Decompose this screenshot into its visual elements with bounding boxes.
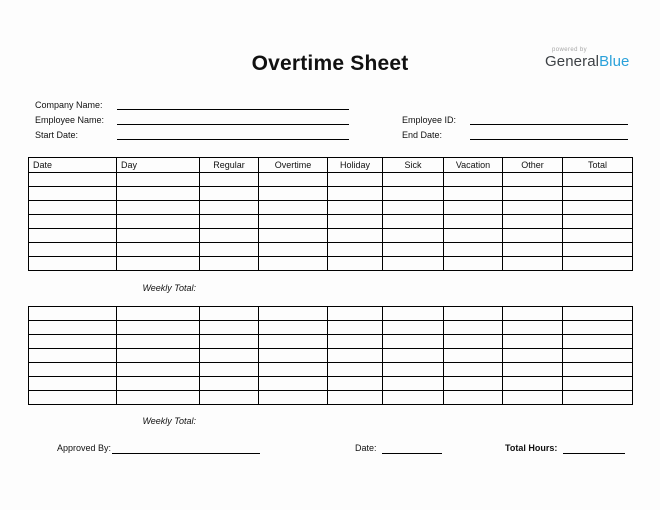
timesheet-cell[interactable] bbox=[383, 201, 444, 215]
timesheet-cell[interactable] bbox=[328, 307, 383, 321]
timesheet-cell[interactable] bbox=[328, 335, 383, 349]
timesheet-cell[interactable] bbox=[200, 187, 259, 201]
timesheet-cell[interactable] bbox=[328, 243, 383, 257]
employee-name-field[interactable] bbox=[117, 114, 349, 125]
total-hours-label: Total Hours: bbox=[505, 443, 558, 453]
timesheet-cell[interactable] bbox=[200, 349, 259, 363]
timesheet-cell[interactable] bbox=[259, 391, 328, 405]
employee-id-field[interactable] bbox=[470, 114, 628, 125]
timesheet-row bbox=[29, 215, 633, 229]
column-header-other: Other bbox=[503, 158, 563, 173]
brand-blue-text: Blue bbox=[599, 53, 630, 70]
timesheet-cell[interactable] bbox=[259, 187, 328, 201]
timesheet-cell[interactable] bbox=[117, 377, 200, 391]
timesheet-cell[interactable] bbox=[563, 335, 633, 349]
timesheet-cell[interactable] bbox=[328, 391, 383, 405]
timesheet-row bbox=[29, 307, 633, 321]
timesheet-cell[interactable] bbox=[563, 215, 633, 229]
timesheet-cell[interactable] bbox=[29, 349, 117, 363]
timesheet-cell[interactable] bbox=[117, 321, 200, 335]
timesheet-cell[interactable] bbox=[444, 215, 503, 229]
timesheet-cell[interactable] bbox=[563, 391, 633, 405]
timesheet-cell[interactable] bbox=[259, 243, 328, 257]
timesheet-week2-table bbox=[28, 306, 633, 405]
timesheet-cell[interactable] bbox=[383, 349, 444, 363]
column-header-day: Day bbox=[117, 158, 200, 173]
timesheet-cell[interactable] bbox=[328, 173, 383, 187]
timesheet-row bbox=[29, 321, 633, 335]
timesheet-cell[interactable] bbox=[200, 335, 259, 349]
employee-name-label: Employee Name: bbox=[35, 115, 105, 125]
timesheet-cell[interactable] bbox=[259, 307, 328, 321]
timesheet-cell[interactable] bbox=[503, 335, 563, 349]
timesheet-cell[interactable] bbox=[328, 201, 383, 215]
timesheet-cell[interactable] bbox=[117, 349, 200, 363]
timesheet-cell[interactable] bbox=[328, 349, 383, 363]
timesheet-cell[interactable] bbox=[200, 391, 259, 405]
powered-by-text: powered by bbox=[552, 47, 588, 53]
timesheet-cell[interactable] bbox=[503, 243, 563, 257]
timesheet-cell[interactable] bbox=[259, 215, 328, 229]
timesheet-cell[interactable] bbox=[383, 307, 444, 321]
timesheet-cell[interactable] bbox=[29, 187, 117, 201]
timesheet-cell[interactable] bbox=[444, 363, 503, 377]
timesheet-cell[interactable] bbox=[200, 307, 259, 321]
column-header-sick: Sick bbox=[383, 158, 444, 173]
timesheet-cell[interactable] bbox=[503, 257, 563, 271]
timesheet-cell[interactable] bbox=[444, 335, 503, 349]
timesheet-cell[interactable] bbox=[383, 243, 444, 257]
timesheet-row bbox=[29, 349, 633, 363]
timesheet-cell[interactable] bbox=[503, 173, 563, 187]
timesheet-cell[interactable] bbox=[259, 173, 328, 187]
timesheet-cell[interactable] bbox=[259, 363, 328, 377]
column-header-overtime: Overtime bbox=[259, 158, 328, 173]
timesheet-cell[interactable] bbox=[444, 243, 503, 257]
timesheet-cell[interactable] bbox=[259, 335, 328, 349]
timesheet-cell[interactable] bbox=[29, 377, 117, 391]
timesheet-cell[interactable] bbox=[383, 229, 444, 243]
timesheet-cell[interactable] bbox=[503, 377, 563, 391]
timesheet-cell[interactable] bbox=[259, 377, 328, 391]
approved-by-field[interactable] bbox=[112, 443, 260, 454]
timesheet-row bbox=[29, 173, 633, 187]
start-date-label: Start Date: bbox=[35, 130, 79, 140]
timesheet-cell[interactable] bbox=[200, 377, 259, 391]
week1-weekly-total-label: Weekly Total: bbox=[142, 283, 196, 293]
timesheet-cell[interactable] bbox=[200, 173, 259, 187]
timesheet-cell[interactable] bbox=[117, 201, 200, 215]
timesheet-cell[interactable] bbox=[383, 257, 444, 271]
timesheet-cell[interactable] bbox=[117, 335, 200, 349]
timesheet-cell[interactable] bbox=[117, 187, 200, 201]
timesheet-cell[interactable] bbox=[563, 321, 633, 335]
timesheet-cell[interactable] bbox=[563, 187, 633, 201]
page-title: Overtime Sheet bbox=[251, 52, 409, 75]
timesheet-week1-table bbox=[28, 157, 633, 271]
timesheet-cell[interactable] bbox=[383, 187, 444, 201]
timesheet-cell[interactable] bbox=[29, 229, 117, 243]
timesheet-cell[interactable] bbox=[563, 349, 633, 363]
timesheet-cell[interactable] bbox=[503, 229, 563, 243]
timesheet-cell[interactable] bbox=[444, 377, 503, 391]
timesheet-cell[interactable] bbox=[29, 307, 117, 321]
column-header-regular: Regular bbox=[200, 158, 259, 173]
timesheet-cell[interactable] bbox=[328, 257, 383, 271]
timesheet-cell[interactable] bbox=[383, 377, 444, 391]
timesheet-cell[interactable] bbox=[444, 391, 503, 405]
timesheet-cell[interactable] bbox=[563, 363, 633, 377]
timesheet-row bbox=[29, 363, 633, 377]
timesheet-cell[interactable] bbox=[200, 257, 259, 271]
column-header-total: Total bbox=[563, 158, 633, 173]
week2-weekly-total-label: Weekly Total: bbox=[142, 416, 196, 426]
timesheet-cell[interactable] bbox=[259, 321, 328, 335]
timesheet-cell[interactable] bbox=[200, 363, 259, 377]
timesheet-row bbox=[29, 243, 633, 257]
timesheet-cell[interactable] bbox=[29, 257, 117, 271]
employee-id-label: Employee ID: bbox=[402, 115, 457, 125]
timesheet-cell[interactable] bbox=[503, 391, 563, 405]
timesheet-cell[interactable] bbox=[563, 173, 633, 187]
timesheet-cell[interactable] bbox=[200, 201, 259, 215]
timesheet-cell[interactable] bbox=[444, 349, 503, 363]
timesheet-cell[interactable] bbox=[383, 391, 444, 405]
timesheet-cell[interactable] bbox=[503, 321, 563, 335]
timesheet-cell[interactable] bbox=[117, 243, 200, 257]
timesheet-cell[interactable] bbox=[259, 201, 328, 215]
timesheet-cell[interactable] bbox=[29, 201, 117, 215]
timesheet-header-row bbox=[29, 158, 633, 173]
timesheet-cell[interactable] bbox=[383, 215, 444, 229]
timesheet-cell[interactable] bbox=[117, 173, 200, 187]
timesheet-cell[interactable] bbox=[444, 173, 503, 187]
timesheet-cell[interactable] bbox=[259, 349, 328, 363]
total-hours-field[interactable] bbox=[563, 443, 625, 454]
timesheet-row bbox=[29, 257, 633, 271]
column-header-holiday: Holiday bbox=[328, 158, 383, 173]
start-date-field[interactable] bbox=[117, 129, 349, 140]
column-header-date: Date bbox=[29, 158, 117, 173]
timesheet-cell[interactable] bbox=[503, 363, 563, 377]
timesheet-cell[interactable] bbox=[503, 215, 563, 229]
timesheet-cell[interactable] bbox=[200, 243, 259, 257]
brand-general-text: General bbox=[545, 53, 600, 70]
timesheet-cell[interactable] bbox=[444, 307, 503, 321]
timesheet-cell[interactable] bbox=[383, 363, 444, 377]
timesheet-row bbox=[29, 391, 633, 405]
timesheet-cell[interactable] bbox=[383, 173, 444, 187]
timesheet-cell[interactable] bbox=[328, 229, 383, 243]
timesheet-cell[interactable] bbox=[444, 201, 503, 215]
timesheet-cell[interactable] bbox=[328, 215, 383, 229]
timesheet-row bbox=[29, 201, 633, 215]
timesheet-cell[interactable] bbox=[29, 173, 117, 187]
timesheet-cell[interactable] bbox=[200, 229, 259, 243]
end-date-label: End Date: bbox=[402, 130, 443, 140]
timesheet-cell[interactable] bbox=[117, 307, 200, 321]
timesheet-cell[interactable] bbox=[563, 243, 633, 257]
timesheet-row bbox=[29, 229, 633, 243]
timesheet-cell[interactable] bbox=[444, 257, 503, 271]
timesheet-cell[interactable] bbox=[328, 363, 383, 377]
timesheet-cell[interactable] bbox=[117, 257, 200, 271]
timesheet-cell[interactable] bbox=[563, 201, 633, 215]
timesheet-cell[interactable] bbox=[383, 321, 444, 335]
timesheet-cell[interactable] bbox=[29, 215, 117, 229]
timesheet-cell[interactable] bbox=[563, 229, 633, 243]
timesheet-cell[interactable] bbox=[444, 187, 503, 201]
timesheet-cell[interactable] bbox=[200, 215, 259, 229]
company-name-label: Company Name: bbox=[35, 100, 103, 110]
date-label: Date: bbox=[355, 443, 377, 453]
approved-by-label: Approved By: bbox=[57, 443, 112, 453]
timesheet-cell[interactable] bbox=[200, 321, 259, 335]
timesheet-cell[interactable] bbox=[563, 257, 633, 271]
timesheet-cell[interactable] bbox=[259, 229, 328, 243]
timesheet-cell[interactable] bbox=[383, 335, 444, 349]
timesheet-cell[interactable] bbox=[503, 201, 563, 215]
timesheet-cell[interactable] bbox=[117, 229, 200, 243]
timesheet-cell[interactable] bbox=[29, 321, 117, 335]
timesheet-cell[interactable] bbox=[117, 215, 200, 229]
timesheet-cell[interactable] bbox=[29, 363, 117, 377]
timesheet-cell[interactable] bbox=[503, 307, 563, 321]
timesheet-cell[interactable] bbox=[259, 257, 328, 271]
timesheet-cell[interactable] bbox=[29, 391, 117, 405]
timesheet-cell[interactable] bbox=[328, 321, 383, 335]
timesheet-cell[interactable] bbox=[563, 307, 633, 321]
timesheet-row bbox=[29, 335, 633, 349]
end-date-field[interactable] bbox=[470, 129, 628, 140]
timesheet-cell[interactable] bbox=[328, 377, 383, 391]
timesheet-cell[interactable] bbox=[503, 187, 563, 201]
timesheet-row bbox=[29, 377, 633, 391]
timesheet-cell[interactable] bbox=[29, 335, 117, 349]
timesheet-cell[interactable] bbox=[444, 321, 503, 335]
timesheet-cell[interactable] bbox=[563, 377, 633, 391]
company-name-field[interactable] bbox=[117, 99, 349, 110]
timesheet-cell[interactable] bbox=[29, 243, 117, 257]
timesheet-cell[interactable] bbox=[328, 187, 383, 201]
timesheet-row bbox=[29, 187, 633, 201]
date-field[interactable] bbox=[382, 443, 442, 454]
timesheet-cell[interactable] bbox=[444, 229, 503, 243]
column-header-vacation: Vacation bbox=[444, 158, 503, 173]
timesheet-cell[interactable] bbox=[117, 391, 200, 405]
timesheet-cell[interactable] bbox=[117, 363, 200, 377]
timesheet-cell[interactable] bbox=[503, 349, 563, 363]
